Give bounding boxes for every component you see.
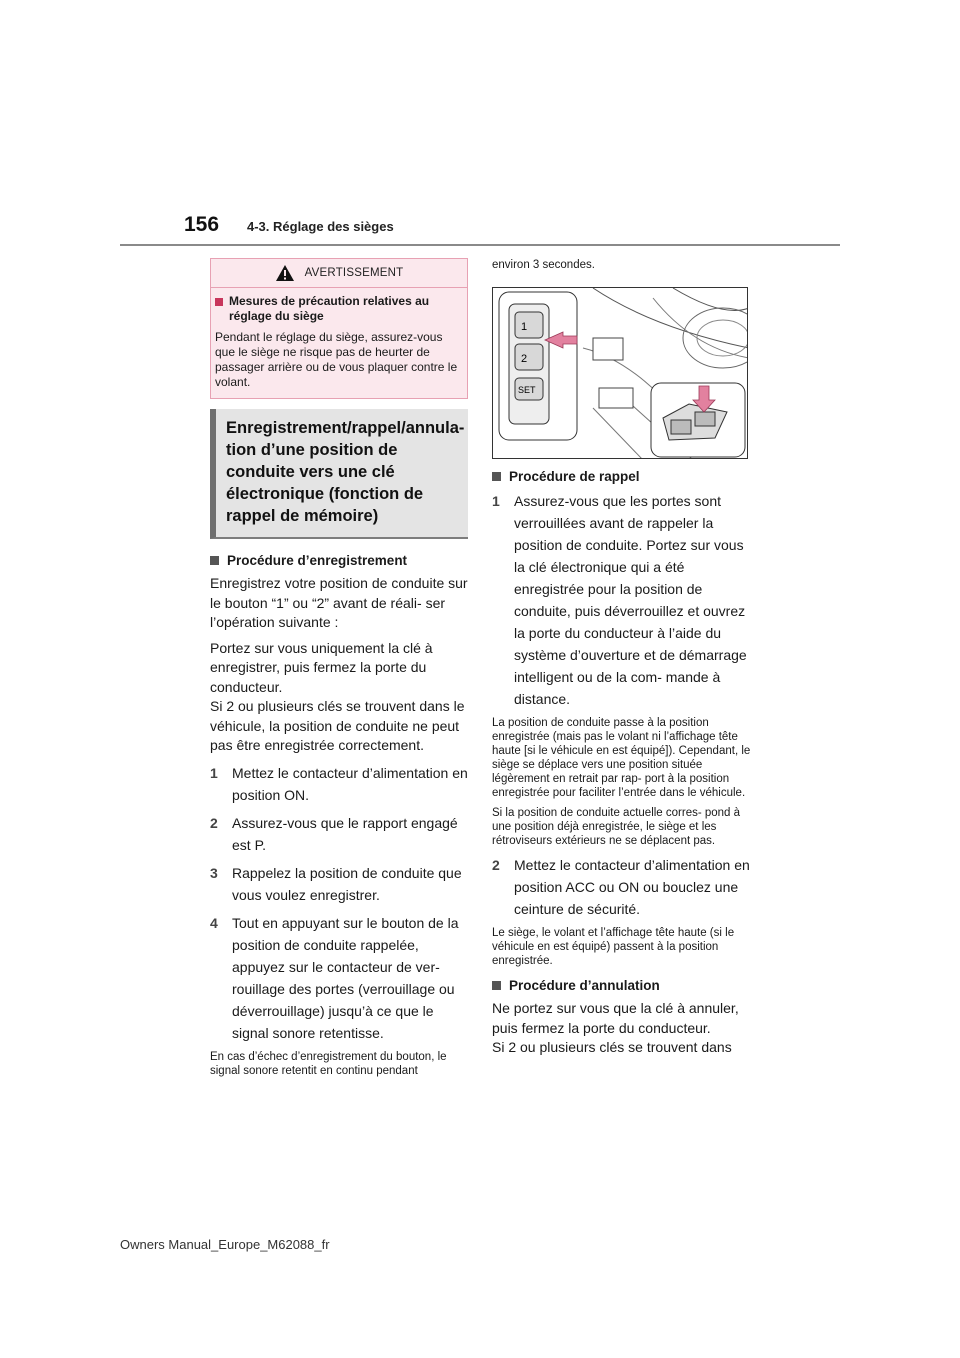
warning-title: AVERTISSEMENT — [304, 267, 404, 279]
warning-header — [211, 259, 467, 288]
warning-box — [210, 258, 468, 399]
footer-text: Owners Manual_Europe_M62088_fr — [120, 1237, 330, 1252]
button-1-label: 1 — [521, 321, 528, 333]
bullet-square-icon — [210, 556, 219, 565]
subheading-registration: Procédure d’enregistrement — [210, 553, 470, 568]
bullet-square-icon — [492, 472, 501, 481]
warning-subtitle: Mesures de précaution relatives au réglage du siège — [215, 294, 459, 324]
paragraph: Portez sur vous uniquement la clé à enregistrer, puis fermez la porte du conducteur. Si 2 ou plusieurs clés se trouvent dans le véhicule, la position de conduite ne peut pas être enregistrée correctement. — [210, 639, 465, 753]
step-item: 2 Mettez le contacteur d’alimentation en position ACC ou ON ou bouclez une ceinture de sécurité. — [492, 857, 750, 917]
bullet-square-icon — [492, 981, 501, 990]
subheading-cancel: Procédure d’annulation — [492, 978, 754, 993]
button-2-label: 2 — [521, 353, 528, 365]
note-text: Le siège, le volant et l’affichage tête haute (si le véhicule en est équipé) passent à la position enregistrée. — [492, 927, 735, 967]
note-continued: environ 3 secondes. — [492, 259, 595, 271]
step-item: 3 Rappelez la position de conduite que vous voulez enregistrer. — [210, 864, 462, 903]
intro-paragraph: Enregistrez votre position de conduite sur le bouton “1” ou “2” avant de réali- ser l’opération suivante : — [210, 575, 468, 630]
step-item: 1 Mettez le contacteur d’alimentation en position ON. — [210, 764, 468, 803]
page-number: 156 — [184, 213, 220, 236]
bullet-square-icon — [215, 298, 223, 306]
warning-triangle-icon — [275, 264, 295, 282]
step-item: 1 Assurez-vous que les portes sont verrouillées avant de rappeler la position de conduite. Portez sur vous la clé électronique qui a été enregistrée pour la position de conduite, puis déverrouillez et ouvrez la porte du conducteur à l’aide du système d’ouverture et de démarrage intelligent ou de la com- mande à distance. — [492, 493, 747, 707]
paragraph: Ne portez sur vous que la clé à annuler, puis fermez la porte du conducteur. Si 2 ou plusieurs clés se trouvent dans — [492, 1000, 739, 1055]
memory-buttons-illustration — [492, 287, 748, 459]
right-column — [492, 258, 754, 1058]
warning-text: Pendant le réglage du siège, assurez-vous que le siège ne risque pas de heurter de passager arrière ou de vous plaquer contre le volant. — [215, 330, 458, 389]
note-text: La position de conduite passe à la position enregistrée (mais pas le volant ni l’affichage tête haute [si le véhicule en est équipé]). Cependant, le siège se déplace vers une position située légèrement en retrait par rap- port à la position enregistrée pour faciliter l’entrée dans le véhicule. — [492, 717, 751, 799]
header-divider — [120, 244, 840, 246]
note-text: Si la position de conduite actuelle corres- pond à une position déjà enregistrée, le siège et les rétroviseurs extérieurs ne se déplacent pas. — [492, 807, 741, 847]
step-item: 4 Tout en appuyant sur le bouton de la position de conduite rappelée, appuyez sur le contacteur de ver- rouillage des portes (verrouillage ou déverrouillage) jusqu’à ce que le signal sonore retentisse. — [210, 914, 459, 1041]
subheading-recall: Procédure de rappel — [492, 469, 754, 484]
button-set-label: SET — [518, 385, 536, 395]
note-text: En cas d’échec d’enregistrement du bouton, le signal sonore retentit en continu pendant — [210, 1050, 447, 1077]
section-title: 4-3. Réglage des sièges — [247, 219, 394, 234]
section-heading: Enregistrement/rappel/annula- tion d’une position de conduite vers une clé électronique (fonction de rappel de mémoire) — [210, 409, 468, 539]
step-item: 2 Assurez-vous que le rapport engagé est P. — [210, 814, 458, 853]
illustration-svg — [493, 288, 748, 459]
left-column — [210, 258, 470, 1078]
